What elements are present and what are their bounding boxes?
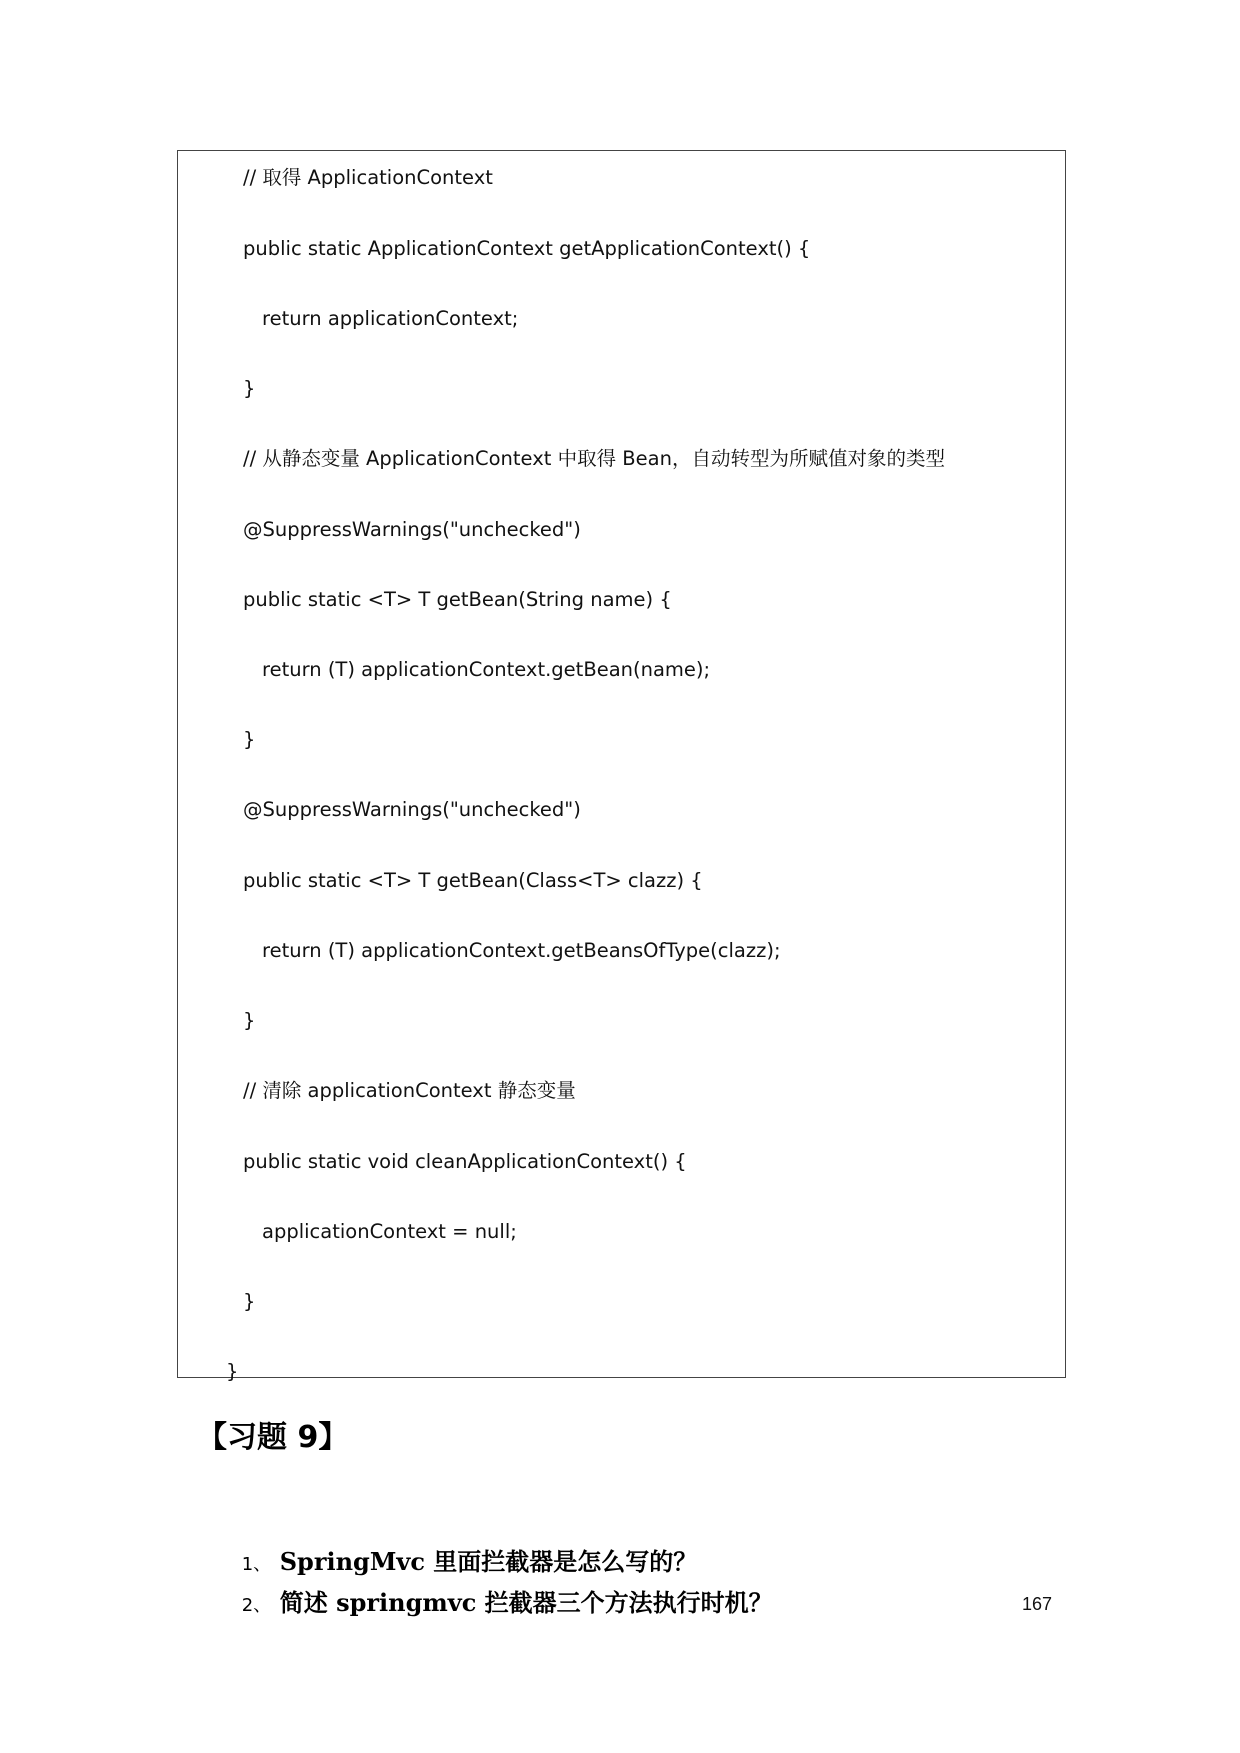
code-line: return (T) applicationContext.getBean(name); [262, 658, 711, 681]
question-number: 1、 [241, 1554, 272, 1575]
code-line: // 取得 ApplicationContext [243, 166, 493, 189]
code-line: return applicationContext; [262, 307, 519, 330]
question-item [225, 1555, 773, 1622]
code-line: @SuppressWarnings("unchecked") [243, 798, 581, 821]
exercise-title: 【习题 9】 [197, 1420, 349, 1455]
code-line: } [243, 728, 256, 751]
page-number: 167 [1022, 1594, 1053, 1614]
code-line: } [226, 1360, 239, 1383]
code-line: public static <T> T getBean(String name) { [243, 588, 672, 611]
code-line: public static ApplicationContext getApplicationContext() { [243, 237, 811, 260]
code-line: public static void cleanApplicationContext() { [243, 1150, 687, 1173]
code-line: } [243, 377, 256, 400]
code-line: public static <T> T getBean(Class<T> clazz) { [243, 869, 703, 892]
code-line: return (T) applicationContext.getBeansOfType(clazz); [262, 939, 781, 962]
code-line: // 清除 applicationContext 静态变量 [243, 1079, 576, 1102]
question-number: 2、 [241, 1595, 272, 1616]
question-text: SpringMvc 里面拦截器是怎么写的？ [279, 1547, 698, 1576]
question-text: 简述 springmvc 拦截器三个方法执行时机？ [279, 1588, 773, 1617]
code-line: applicationContext = null; [262, 1220, 517, 1243]
code-line: // 从静态变量 ApplicationContext 中取得 Bean，自动转型为所赋值对象的类型 [243, 447, 945, 470]
code-line: } [243, 1009, 256, 1032]
code-line: @SuppressWarnings("unchecked") [243, 518, 581, 541]
code-line: } [243, 1290, 256, 1313]
code-block [177, 150, 1066, 1378]
